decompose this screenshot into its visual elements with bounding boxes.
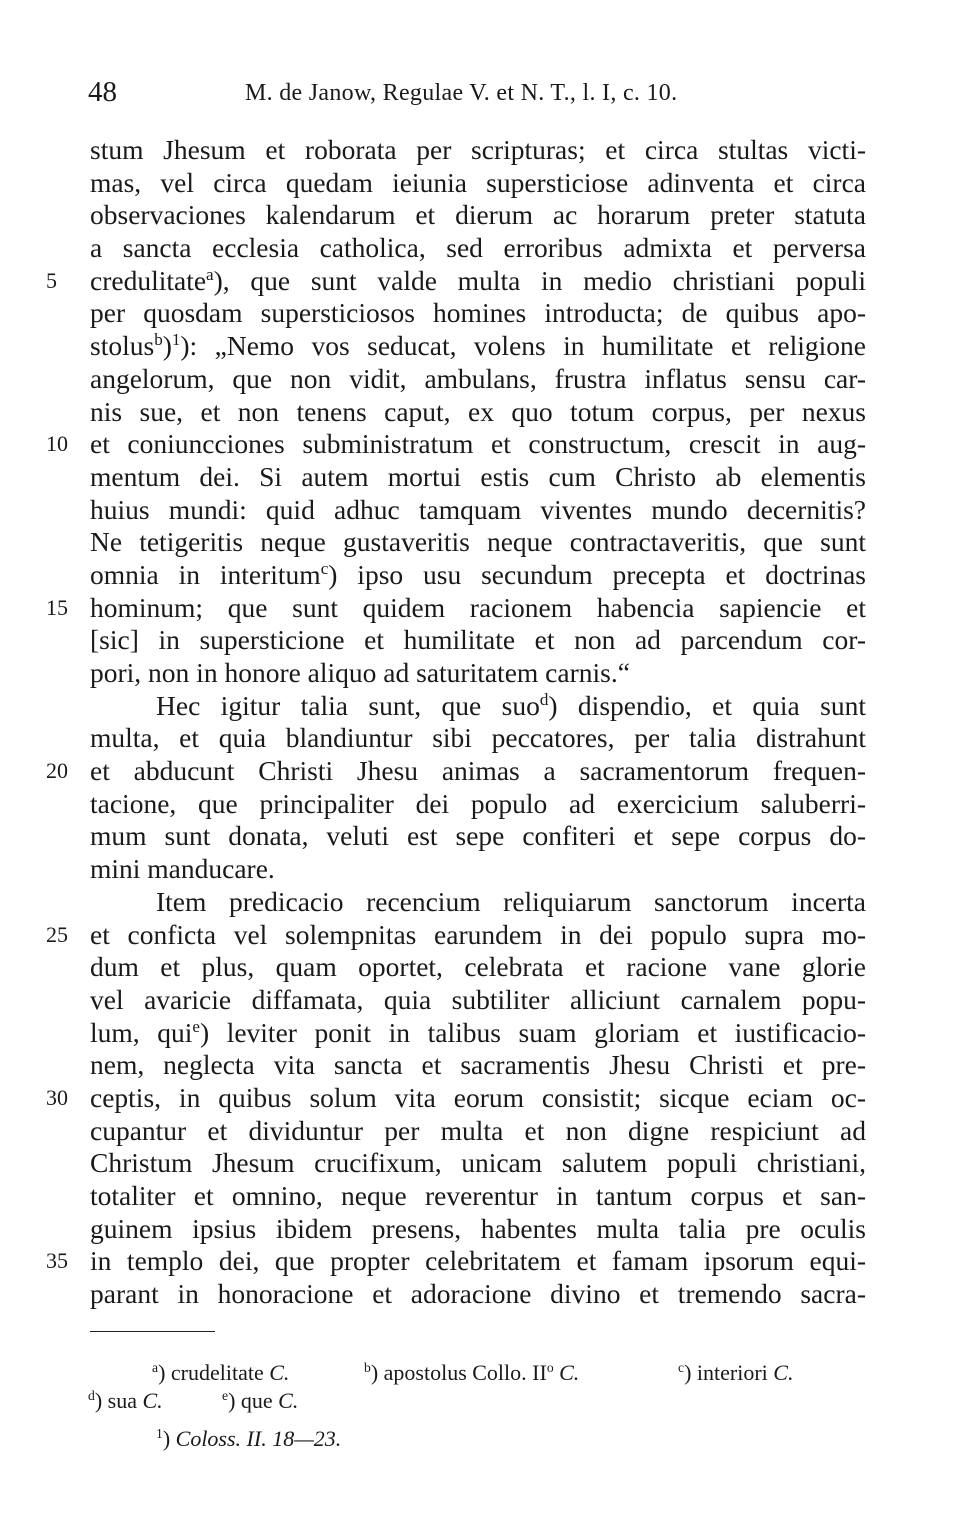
line-number: 15 — [46, 594, 68, 620]
line-text — [90, 461, 866, 494]
line-content: Ne tetigeritis neque gustaveritis neque contractaveritis, que sunt — [90, 526, 866, 558]
line-text — [90, 755, 866, 788]
text-line — [0, 788, 960, 821]
line-content: credulitate — [90, 264, 207, 296]
line-text — [90, 919, 866, 952]
text-line — [0, 951, 960, 984]
line-text — [90, 820, 866, 853]
footnote-source: C. — [553, 1360, 580, 1385]
main-text — [0, 134, 960, 1311]
line-text — [90, 592, 866, 625]
line-content: et coniuncciones subministratum et constructum, crescit in aug- — [90, 428, 866, 460]
text-line — [0, 134, 960, 167]
footnote-mark: e — [222, 1387, 229, 1403]
line-text — [90, 984, 866, 1017]
text-line — [0, 1147, 960, 1180]
line-content: [sic] in supersticione et humilitate et non ad parcendum cor- — [90, 624, 866, 656]
line-text — [156, 690, 866, 723]
line-text — [90, 657, 866, 690]
line-number: 30 — [46, 1084, 68, 1110]
line-content: angelorum, que non vidit, ambulans, frustra inflatus sensu car- — [90, 362, 866, 394]
text-line — [0, 755, 960, 788]
line-content: lum, qui — [90, 1016, 193, 1048]
text-line — [0, 396, 960, 429]
footnote-reference-1 — [156, 1426, 341, 1452]
line-content: guinem ipsius ibidem presens, habentes multa talia pre oculis — [90, 1212, 866, 1244]
line-content: hominum; que sunt quidem racionem habencia sapiencie et — [90, 591, 866, 623]
line-content: et abducunt Christi Jhesu animas a sacramentorum frequen- — [90, 755, 866, 787]
line-text — [90, 494, 866, 527]
text-line — [0, 1245, 960, 1278]
line-content: ) ipso usu secundum precepta et doctrinas — [328, 558, 866, 590]
footnote-sup: o — [546, 1359, 554, 1375]
line-number: 10 — [46, 431, 68, 457]
line-text — [90, 199, 866, 232]
footnote-b — [364, 1360, 579, 1386]
line-content: a sancta ecclesia catholica, sed erroribus admixta et perversa — [90, 232, 866, 264]
line-content: cupantur et dividuntur per multa et non digne respiciunt ad — [90, 1114, 866, 1146]
line-content: totaliter et omnino, neque reverentur in tantum corpus et san- — [90, 1180, 866, 1211]
line-content: mentum dei. Si autem mortui estis cum Christo ab elementis — [90, 460, 866, 492]
text-line — [0, 526, 960, 559]
running-title: M. de Janow, Regulae V. et N. T., l. I, c. 10. — [245, 80, 678, 106]
text-line — [0, 1213, 960, 1246]
footnote-text: ) apostolus Collo. II — [370, 1360, 547, 1385]
footnote-divider — [90, 1331, 215, 1332]
footnote-marker: c — [320, 558, 329, 578]
text-line — [0, 592, 960, 625]
text-line — [0, 167, 960, 200]
line-content: vel avaricie diffamata, quia subtiliter alliciunt carnalem popu- — [90, 983, 866, 1015]
footnote-mark: a — [152, 1359, 159, 1375]
text-line — [0, 820, 960, 853]
text-line — [0, 265, 960, 298]
footnote-source: C. — [773, 1360, 794, 1385]
footnote-text: ) interiori — [684, 1360, 774, 1385]
line-content: mini manducare. — [90, 853, 275, 885]
footnote-marker: e — [192, 1016, 200, 1036]
line-content: Christum Jhesum crucifixum, unicam salutem populi christiani, — [90, 1147, 866, 1179]
line-number: 5 — [46, 267, 57, 293]
line-text — [90, 1278, 866, 1311]
line-content: in templo dei, que propter celebritatem et famam ipsorum equi- — [90, 1245, 866, 1277]
line-text — [90, 1082, 866, 1115]
line-content: omnia in interitum — [90, 558, 321, 590]
line-content: ), que sunt valde multa in medio christiani populi — [213, 264, 866, 296]
line-text — [90, 1213, 866, 1246]
line-number: 25 — [46, 921, 68, 947]
line-content: stum Jhesum et roborata per scripturas; et circa stultas victi- — [90, 134, 866, 165]
line-content: mum sunt donata, veluti est sepe confiteri et sepe corpus do- — [90, 820, 866, 852]
line-text — [90, 526, 866, 559]
footnote-c — [678, 1360, 793, 1386]
line-text — [90, 363, 866, 396]
text-line — [0, 1082, 960, 1115]
text-line — [0, 559, 960, 592]
text-line — [0, 1017, 960, 1050]
footnote-marker: b — [154, 329, 163, 349]
line-text — [90, 559, 866, 592]
line-content: dum et plus, quam oportet, celebrata et racione vane glorie — [90, 951, 866, 983]
line-text — [90, 1147, 866, 1180]
line-text — [90, 428, 866, 461]
text-line — [0, 722, 960, 755]
text-line — [0, 1278, 960, 1311]
line-content: stolus — [90, 330, 155, 362]
line-content: ) leviter ponit in talibus suam gloriam et iustificacio- — [199, 1016, 867, 1048]
line-content: mas, vel circa quedam ieiunia supersticiose adinventa et circa — [90, 166, 866, 198]
line-text — [90, 330, 866, 363]
footnote-source: C. — [269, 1360, 290, 1385]
line-text — [90, 1017, 866, 1050]
footnote-source: C. — [142, 1388, 163, 1413]
footnote-mark: 1 — [156, 1425, 163, 1441]
reference-marker: 1 — [171, 329, 181, 349]
line-text — [90, 722, 866, 755]
footnote-source: C. — [278, 1388, 299, 1413]
footnote-e — [222, 1388, 298, 1414]
text-line — [0, 886, 960, 919]
line-content: ) dispendio, et quia sunt — [548, 689, 866, 721]
text-line — [0, 853, 960, 886]
line-content: Hec igitur talia sunt, que suo — [156, 689, 540, 721]
text-line — [0, 363, 960, 396]
footnote-text: ) que — [228, 1388, 279, 1413]
footnote-a — [152, 1360, 289, 1386]
line-text — [90, 1180, 866, 1213]
line-content: pori, non in honore aliquo ad saturitatem carnis.“ — [90, 657, 630, 688]
text-line — [0, 1180, 960, 1213]
line-text — [90, 167, 866, 200]
line-text — [90, 1115, 866, 1148]
line-text — [90, 1049, 866, 1082]
line-content: nis sue, et non tenens caput, ex quo totum corpus, per nexus — [90, 395, 866, 427]
line-text — [90, 1245, 866, 1278]
line-text — [156, 886, 866, 919]
line-content: observaciones kalendarum et dierum ac horarum preter statuta — [90, 199, 866, 231]
line-content: multa, et quia blandiuntur sibi peccatores, per talia distrahunt — [90, 722, 866, 754]
text-line — [0, 690, 960, 723]
footnote-d — [88, 1388, 163, 1414]
line-number: 35 — [46, 1248, 68, 1274]
line-text — [90, 853, 866, 886]
text-line — [0, 1049, 960, 1082]
line-content: per quosdam supersticiosos homines introducta; de quibus apo- — [90, 297, 866, 329]
footnote-text: ) — [162, 1426, 176, 1451]
line-text — [90, 396, 866, 429]
footnote-text: ) crudelitate — [158, 1360, 270, 1385]
footnote-mark: b — [364, 1359, 371, 1375]
line-text — [90, 297, 866, 330]
footnote-mark: c — [678, 1359, 685, 1375]
text-line — [0, 1115, 960, 1148]
text-line — [0, 330, 960, 363]
line-text — [90, 788, 866, 821]
line-text — [90, 265, 866, 298]
line-text — [90, 624, 866, 657]
footnote-marker: a — [206, 264, 214, 284]
line-content: et conficta vel solempnitas earundem in dei populo supra mo- — [90, 918, 866, 950]
line-text — [90, 232, 866, 265]
footnote-mark: d — [88, 1387, 95, 1403]
page-number: 48 — [88, 76, 117, 108]
line-content: ceptis, in quibus solum vita eorum consistit; sicque eciam oc- — [90, 1081, 866, 1113]
text-line — [0, 494, 960, 527]
line-content: parant in honoracione et adoracione divino et tremendo sacra- — [90, 1278, 866, 1310]
text-line — [0, 919, 960, 952]
page-header — [88, 76, 888, 112]
line-text — [90, 134, 866, 167]
line-content: ) — [162, 330, 172, 362]
text-line — [0, 624, 960, 657]
line-content: tacione, que principaliter dei populo ad exercicium saluberri- — [90, 787, 866, 819]
line-content: Item predicacio recencium reliquiarum sanctorum incerta — [156, 885, 866, 917]
text-line — [0, 984, 960, 1017]
line-text — [90, 951, 866, 984]
line-content: ): „Nemo vos seducat, volens in humilitate et religione — [180, 330, 866, 362]
footnote-text: ) sua — [94, 1388, 143, 1413]
text-line — [0, 657, 960, 690]
text-line — [0, 199, 960, 232]
text-line — [0, 461, 960, 494]
text-line — [0, 232, 960, 265]
footnote-marker: d — [539, 689, 549, 709]
line-content: nem, neglecta vita sancta et sacramentis Jhesu Christi et pre- — [90, 1049, 866, 1081]
line-content: huius mundi: quid adhuc tamquam viventes mundo decernitis? — [90, 493, 866, 525]
text-line — [0, 428, 960, 461]
line-number: 20 — [46, 758, 68, 784]
text-line — [0, 297, 960, 330]
footnote-source: Coloss. II. 18—23. — [175, 1426, 342, 1451]
